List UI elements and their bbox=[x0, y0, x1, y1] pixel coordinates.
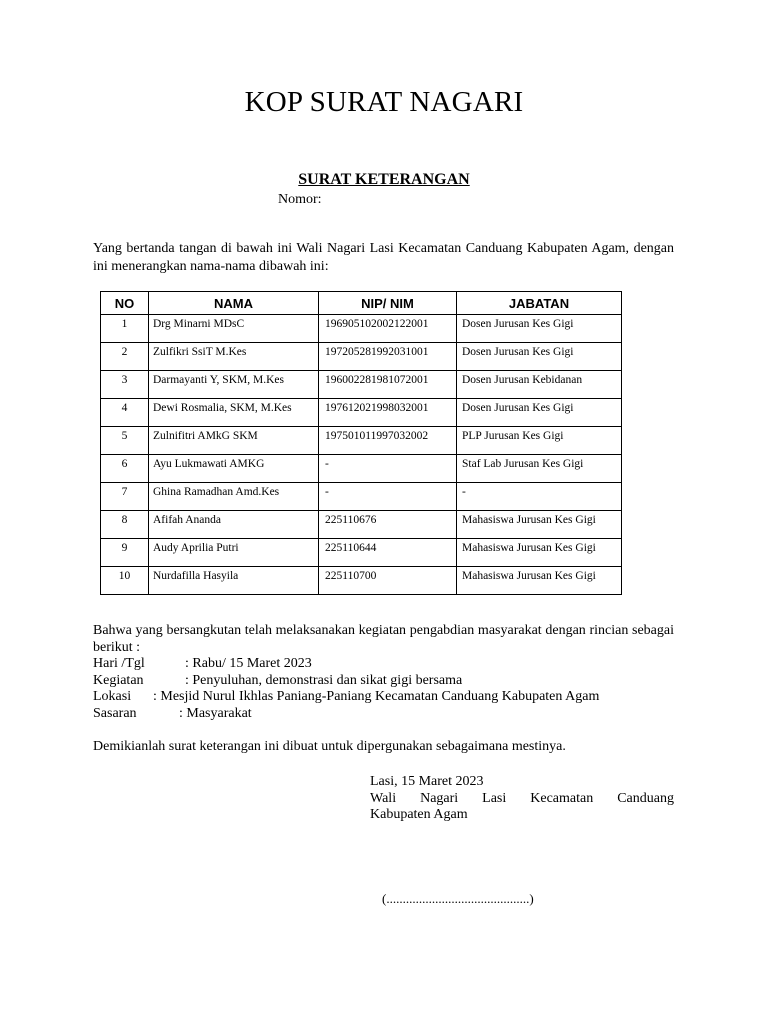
row-name: Drg Minarni MDsC bbox=[149, 315, 319, 343]
table-row bbox=[101, 455, 622, 483]
row-name: Nurdafilla Hasyila bbox=[149, 567, 319, 595]
detail-row-lokasi bbox=[93, 689, 674, 706]
signatory-position-line2: Kabupaten Agam bbox=[370, 807, 468, 822]
row-position: Staf Lab Jurusan Kes Gigi bbox=[457, 455, 622, 483]
table-row bbox=[101, 371, 622, 399]
table-body bbox=[101, 315, 622, 595]
row-nip: 196002281981072001 bbox=[319, 371, 457, 399]
row-position: - bbox=[457, 483, 622, 511]
row-position: Mahasiswa Jurusan Kes Gigi bbox=[457, 511, 622, 539]
row-position: Mahasiswa Jurusan Kes Gigi bbox=[457, 567, 622, 595]
row-number: 8 bbox=[101, 511, 149, 539]
row-position: Dosen Jurusan Kes Gigi bbox=[457, 399, 622, 427]
row-nip: 196905102002122001 bbox=[319, 315, 457, 343]
row-name: Audy Aprilia Putri bbox=[149, 539, 319, 567]
row-name: Ghina Ramadhan Amd.Kes bbox=[149, 483, 319, 511]
row-nip: 197612021998032001 bbox=[319, 399, 457, 427]
row-number: 1 bbox=[101, 315, 149, 343]
column-header-no: NO bbox=[101, 292, 149, 315]
document-number: Nomor: bbox=[278, 192, 322, 207]
row-nip: 225110644 bbox=[319, 539, 457, 567]
row-position: Dosen Jurusan Kes Gigi bbox=[457, 315, 622, 343]
closing-sentence: Demikianlah surat keterangan ini dibuat untuk dipergunakan sebagaimana mestinya. bbox=[93, 739, 566, 754]
row-nip: - bbox=[319, 483, 457, 511]
table-row bbox=[101, 483, 622, 511]
row-number: 5 bbox=[101, 427, 149, 455]
document-title-text: SURAT KETERANGAN bbox=[298, 171, 470, 188]
detail-row-hari bbox=[93, 656, 674, 673]
row-number: 4 bbox=[101, 399, 149, 427]
row-number: 3 bbox=[101, 371, 149, 399]
row-name: Darmayanti Y, SKM, M.Kes bbox=[149, 371, 319, 399]
row-name: Dewi Rosmalia, SKM, M.Kes bbox=[149, 399, 319, 427]
table-row bbox=[101, 511, 622, 539]
row-position: Mahasiswa Jurusan Kes Gigi bbox=[457, 539, 622, 567]
row-nip: 197205281992031001 bbox=[319, 343, 457, 371]
table-header-row bbox=[101, 292, 622, 315]
row-number: 7 bbox=[101, 483, 149, 511]
signatory-name-placeholder: (............................................) bbox=[382, 891, 534, 906]
column-header-nama: NAMA bbox=[149, 292, 319, 315]
table-row bbox=[101, 315, 622, 343]
table-row bbox=[101, 567, 622, 595]
row-position: Dosen Jurusan Kes Gigi bbox=[457, 343, 622, 371]
detail-label: Sasaran bbox=[93, 705, 137, 721]
detail-value: : Penyuluhan, demonstrasi dan sikat gigi bersama bbox=[185, 672, 463, 688]
document-title bbox=[0, 171, 768, 189]
row-number: 6 bbox=[101, 455, 149, 483]
letterhead-title: KOP SURAT NAGARI bbox=[244, 86, 524, 118]
row-nip: 197501011997032002 bbox=[319, 427, 457, 455]
signatory-position-line1: Wali Nagari Lasi Kecamatan Canduang bbox=[370, 790, 674, 806]
row-number: 10 bbox=[101, 567, 149, 595]
detail-label: Kegiatan bbox=[93, 672, 144, 688]
row-nip: 225110676 bbox=[319, 511, 457, 539]
table-row bbox=[101, 399, 622, 427]
column-header-jabatan: JABATAN bbox=[457, 292, 622, 315]
table-row bbox=[101, 539, 622, 567]
row-name: Ayu Lukmawati AMKG bbox=[149, 455, 319, 483]
row-name: Afifah Ananda bbox=[149, 511, 319, 539]
intro-paragraph: Yang bertanda tangan di bawah ini Wali Nagari Lasi Kecamatan Canduang Kabupaten Agam, dengan ini menerangkan nama-nama dibawah ini: bbox=[93, 241, 674, 274]
row-nip: - bbox=[319, 455, 457, 483]
column-header-nip: NIP/ NIM bbox=[319, 292, 457, 315]
names-table bbox=[100, 291, 622, 595]
detail-label: Lokasi bbox=[93, 689, 132, 704]
row-position: Dosen Jurusan Kebidanan bbox=[457, 371, 622, 399]
detail-value: : Rabu/ 15 Maret 2023 bbox=[185, 656, 312, 671]
row-number: 2 bbox=[101, 343, 149, 371]
detail-label: Hari /Tgl bbox=[93, 656, 145, 671]
row-nip: 225110700 bbox=[319, 567, 457, 595]
place-date: Lasi, 15 Maret 2023 bbox=[370, 774, 484, 789]
detail-row-sasaran bbox=[93, 706, 674, 723]
details-section bbox=[93, 623, 674, 722]
row-name: Zulnifitri AMkG SKM bbox=[149, 427, 319, 455]
table-row bbox=[101, 427, 622, 455]
row-name: Zulfikri SsiT M.Kes bbox=[149, 343, 319, 371]
detail-row-kegiatan bbox=[93, 673, 674, 690]
signature-block bbox=[370, 774, 674, 824]
detail-value: : Masyarakat bbox=[179, 705, 252, 721]
table-row bbox=[101, 343, 622, 371]
detail-value: : Mesjid Nurul Ikhlas Paniang-Paniang Kecamatan Canduang Kabupaten Agam bbox=[153, 689, 600, 704]
details-paragraph: Bahwa yang bersangkutan telah melaksanakan kegiatan pengabdian masyarakat dengan rincian sebagai berikut : bbox=[93, 623, 674, 655]
row-position: PLP Jurusan Kes Gigi bbox=[457, 427, 622, 455]
row-number: 9 bbox=[101, 539, 149, 567]
